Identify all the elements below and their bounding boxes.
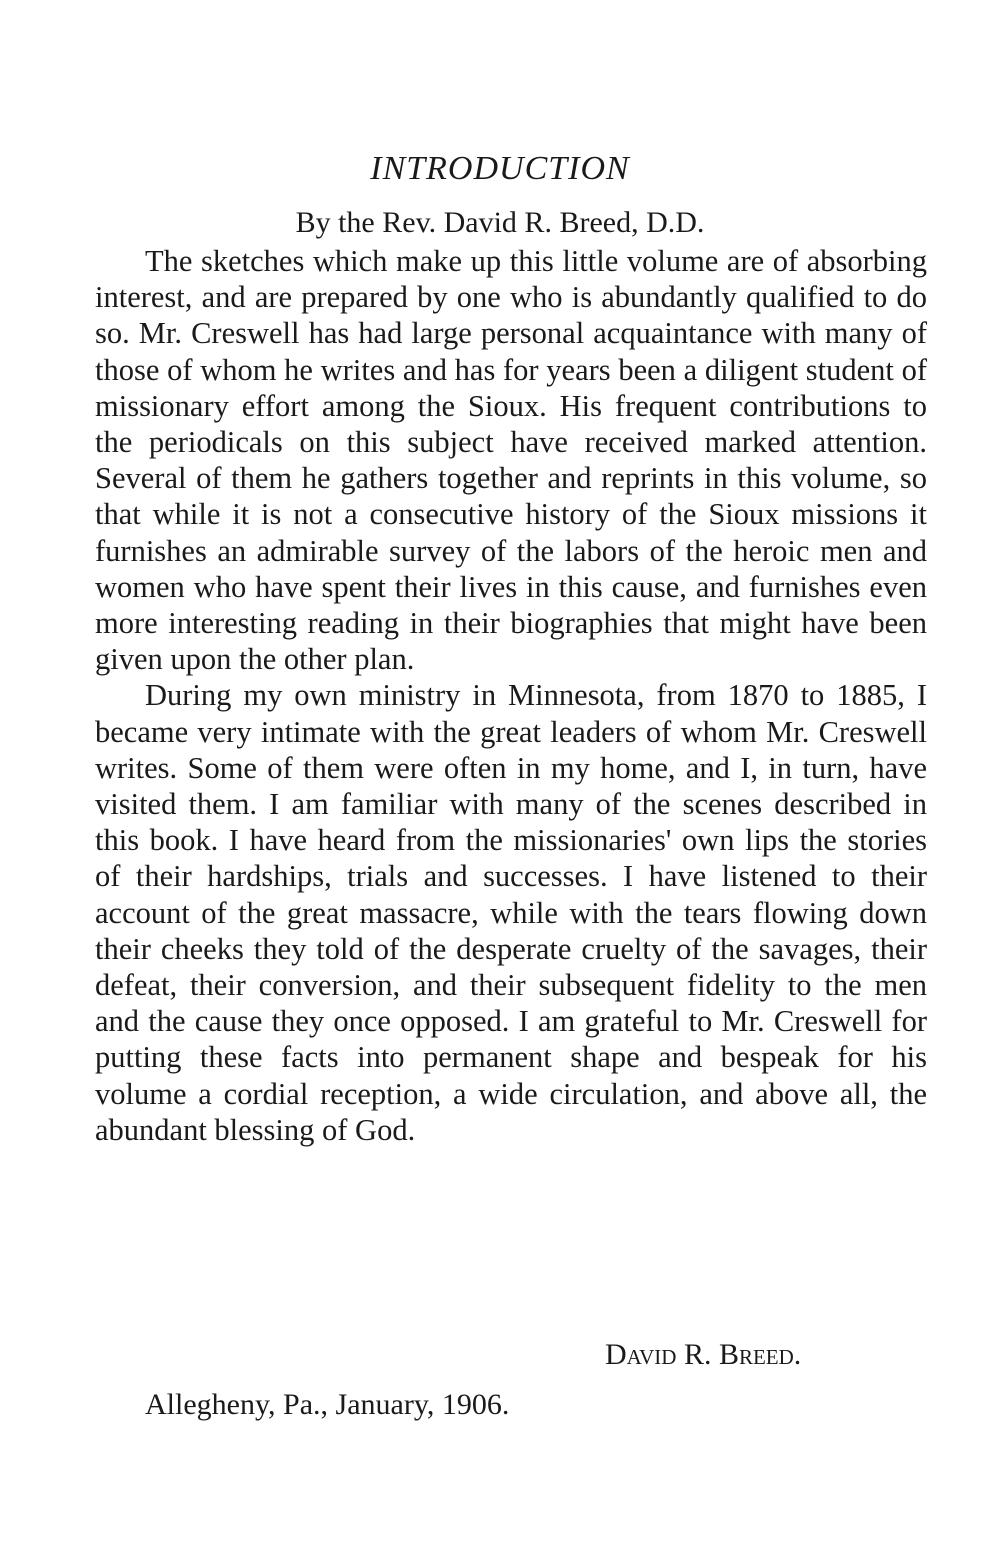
body-text <box>95 243 927 1148</box>
author-byline: By the Rev. David R. Breed, D.D. <box>295 206 705 239</box>
paragraph: The sketches which make up this little volume are of absorbing interest, and are prepared by one who is abundantly qualified to do so. Mr. Creswell has had large personal acquaintance with many of those of whom he writes and has for years been a diligent student of missionary effort among the Sioux. His frequent contributions to the periodicals on this subject have received marked attention. Several of them he gathers together and reprints in this volume, so that while it is not a consecutive history of the Sioux missions it furnishes an admirable survey of the labors of the heroic men and women who have spent their lives in this cause, and furnishes even more interesting reading in their biographies that might have been given upon the other plan. <box>95 244 927 677</box>
dateline: Allegheny, Pa., January, 1906. <box>145 1388 510 1421</box>
page-title: INTRODUCTION <box>370 150 630 187</box>
signature: David R. Breed. <box>605 1338 802 1371</box>
paragraph: During my own ministry in Minnesota, from 1870 to 1885, I became very intimate with the great leaders of whom Mr. Creswell writes. Some of them were often in my home, and I, in turn, have visited them. I am familiar with many of the scenes described in this book. I have heard from the missionaries' own lips the stories of their hardships, trials and successes. I have listened to their account of the great massacre, while with the tears flowing down their cheeks they told of the desperate cruelty of the savages, their defeat, their conversion, and their subsequent fidelity to the men and the cause they once opposed. I am grateful to Mr. Creswell for putting these facts into permanent shape and bespeak for his volume a cordial reception, a wide circulation, and above all, the abundant blessing of God. <box>95 678 927 1147</box>
